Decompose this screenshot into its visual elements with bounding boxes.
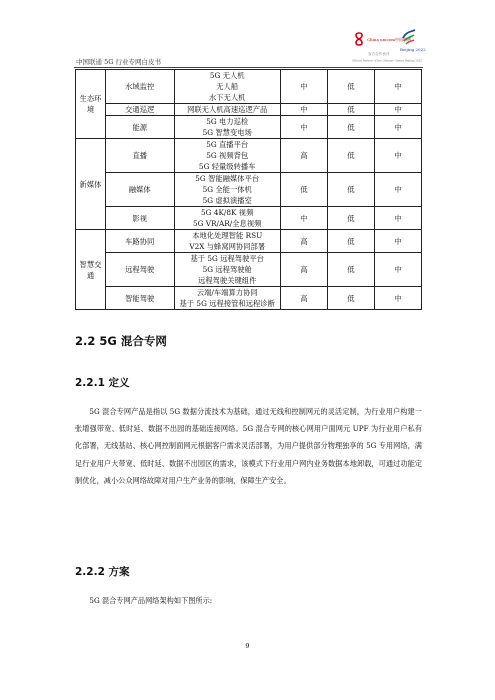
isolation-cell: 中 <box>374 253 421 287</box>
section-heading: 2.2 5G 混合专网 <box>75 334 167 348</box>
isolation-cell: 中 <box>374 173 421 207</box>
bandwidth-cell: 高 <box>280 287 327 310</box>
running-header-title: 中国联通 5G 行业专网白皮书 <box>76 58 161 66</box>
product-line: 5G 轻量级转播车 <box>198 162 256 171</box>
products-cell <box>174 139 280 173</box>
product-line: 5G 智能融媒体平台 <box>195 174 260 183</box>
product-line: 本地化处理智能 RSU <box>192 231 263 240</box>
logo-subline: Official Partner of the Olympic Games Beijing 2022 <box>352 59 423 62</box>
scheme-paragraph: 5G 混合专网产品网络架构如下图所示: <box>89 596 213 605</box>
latency-cell: 低 <box>327 253 374 287</box>
scenario-cell: 直播 <box>105 139 174 173</box>
bandwidth-cell: 中 <box>280 207 327 230</box>
products-cell <box>174 116 280 139</box>
table-row <box>76 70 422 104</box>
category-cell: 新媒体 <box>76 139 106 230</box>
latency-cell: 低 <box>327 104 374 116</box>
product-line: 5G 虚拟演播室 <box>202 196 252 205</box>
product-line: 基于 5G 远程接管和远程诊断 <box>179 299 275 308</box>
logo-partner: Beijing 2022 <box>400 47 426 52</box>
latency-cell: 低 <box>327 287 374 310</box>
table-row <box>76 230 422 253</box>
product-line: 无人船 <box>216 82 239 91</box>
bandwidth-cell: 中 <box>280 70 327 104</box>
table-row <box>76 287 422 310</box>
product-line: V2X 与蜂窝网协同部署 <box>189 242 266 251</box>
product-line: 水下无人机 <box>208 93 246 102</box>
olympic-emblem-icon <box>400 28 418 46</box>
latency-cell: 低 <box>327 230 374 253</box>
table-row <box>76 139 422 173</box>
latency-cell: 低 <box>327 116 374 139</box>
products-cell <box>174 173 280 207</box>
product-line: 基于 5G 远程驾驶平台 <box>190 254 264 263</box>
products-cell <box>174 287 280 310</box>
products-cell <box>174 253 280 287</box>
category-cell: 智慧交通 <box>76 230 106 310</box>
product-line: 5G 无人机 <box>209 71 245 80</box>
unicom-knot-icon <box>352 32 366 46</box>
scenario-cell: 智能驾驶 <box>105 287 174 310</box>
table-row <box>76 207 422 230</box>
latency-cell: 低 <box>327 173 374 207</box>
bandwidth-cell: 高 <box>280 253 327 287</box>
product-line: 云端/车端算力协同 <box>196 288 258 297</box>
bandwidth-cell: 中 <box>280 116 327 139</box>
product-line: 5G 视频背包 <box>206 151 249 160</box>
scenario-cell: 水域监控 <box>105 70 174 104</box>
products-cell <box>174 207 280 230</box>
product-line: 5G 远程驾驶舱 <box>202 265 252 274</box>
bandwidth-cell: 中 <box>280 104 327 116</box>
isolation-cell: 中 <box>374 116 421 139</box>
bandwidth-cell: 高 <box>280 230 327 253</box>
product-line: 5G 4K/8K 视频 <box>201 208 254 217</box>
product-line: 5G 电力巡检 <box>206 117 249 126</box>
scenario-cell: 融媒体 <box>105 173 174 207</box>
table-row <box>76 253 422 287</box>
scenario-cell: 远程驾驶 <box>105 253 174 287</box>
latency-cell: 低 <box>327 70 374 104</box>
product-line: 远程驾驶关键组件 <box>198 276 257 285</box>
isolation-cell: 中 <box>374 70 421 104</box>
isolation-cell: 中 <box>374 207 421 230</box>
latency-cell: 低 <box>327 207 374 230</box>
table-row <box>76 116 422 139</box>
products-cell <box>174 230 280 253</box>
latency-cell: 低 <box>327 139 374 173</box>
product-line: 5G 全能一体机 <box>202 185 252 194</box>
logo-tagline: 官方合作伙伴 <box>368 52 390 56</box>
scenario-cell: 车路协同 <box>105 230 174 253</box>
logo-brand: China unicom中国联通 <box>367 37 412 42</box>
product-line: 5G 智慧变电场 <box>202 128 252 137</box>
product-line: 5G 直播平台 <box>206 140 249 149</box>
bandwidth-cell: 低 <box>280 173 327 207</box>
scenario-cell: 影视 <box>105 207 174 230</box>
scenario-cell: 交通巡逻 <box>105 104 174 116</box>
definition-heading: 2.2.1 定义 <box>75 377 130 389</box>
scheme-heading: 2.2.2 方案 <box>75 566 130 578</box>
products-cell <box>174 70 280 104</box>
isolation-cell: 中 <box>374 104 421 116</box>
table-row <box>76 104 422 116</box>
isolation-cell: 中 <box>374 139 421 173</box>
products-cell <box>174 104 280 116</box>
definition-paragraph: 5G 混合专网产品是指以 5G 数据分流技术为基础，通过无线和控制网元的灵活定制，为行业用户构建一张增强带宽、低时延、数据不出园的基础连接网络。5G 混合专网的核心网用户面网元 UPF 为行业用户私有化部署，无线基站、核心网控制面网元根据客户需求灵活部署，为用户提供部分物理独享的 5G 专用网络，满足行业用户大带宽、低时延、数据不出园区的需求，该模式下行业用户网内业务数据本地卸载，可通过功能定制优化，减小公众网络故障对用户生产业务的影响，保障生产安全。 <box>75 407 422 485</box>
product-line: 网联无人机高速巡逻产品 <box>187 105 268 114</box>
scenario-cell: 能源 <box>105 116 174 139</box>
requirements-table <box>75 69 422 310</box>
table-row <box>76 173 422 207</box>
page-number: 9 <box>245 642 250 650</box>
bandwidth-cell: 高 <box>280 139 327 173</box>
category-cell: 生态环境 <box>76 70 106 139</box>
isolation-cell: 中 <box>374 287 421 310</box>
logo <box>352 28 424 64</box>
header-rule <box>74 67 423 68</box>
isolation-cell: 中 <box>374 230 421 253</box>
product-line: 5G VR/AR/全息视频 <box>193 219 262 228</box>
